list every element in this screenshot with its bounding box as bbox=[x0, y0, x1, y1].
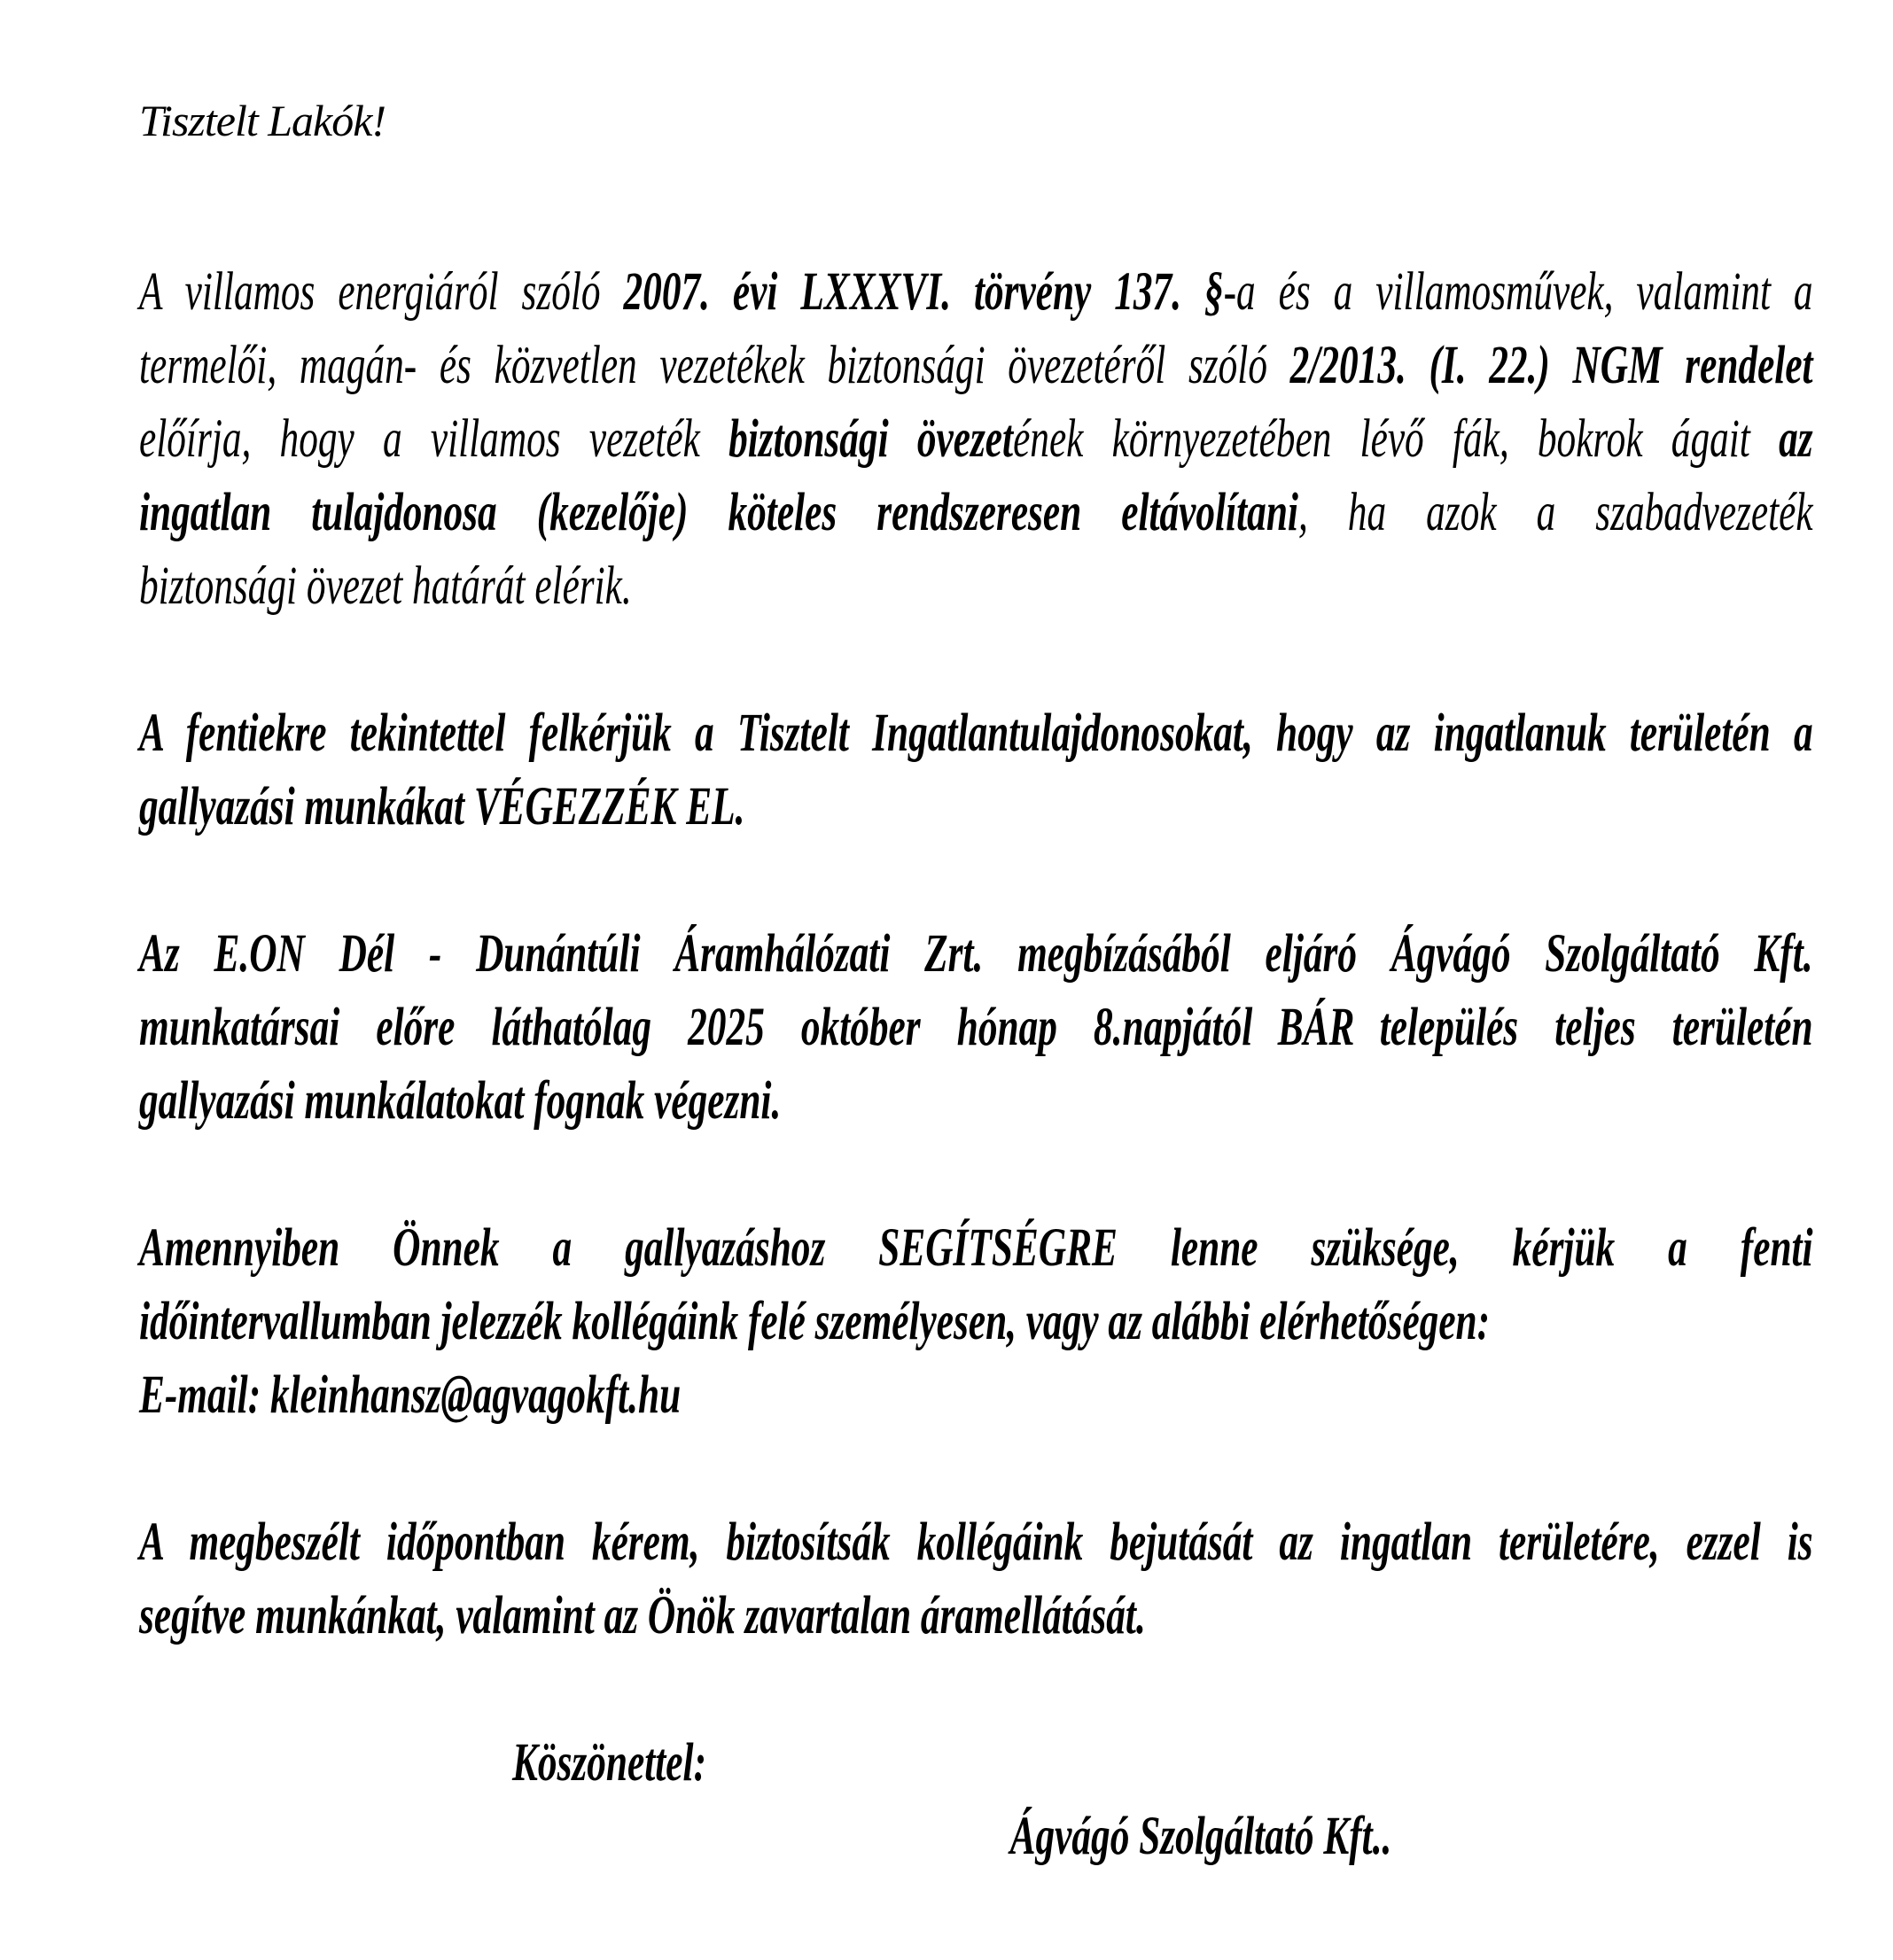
greeting: Tisztelt Lakók! bbox=[139, 96, 386, 145]
signature-company-name: Ágvágó Szolgáltató Kft.. bbox=[1009, 1807, 1392, 1866]
closing-thanks: Köszönettel: bbox=[512, 1733, 706, 1793]
text-line: A fentiekre tekintettel felkérjük a Tisztelt Ingatlantulajdonosokat, hogy az ingatlanuk területén a bbox=[139, 704, 1813, 763]
text-segment: munkatársai előre láthatólag 2025 október hónap 8.napjától bbox=[139, 998, 1253, 1057]
text-line bbox=[139, 991, 1813, 1064]
text-segment: -a és a villamosművek, valamint a bbox=[1223, 262, 1813, 322]
text-segment: termelői, magán- és közvetlen vezetékek biztonsági övezetéről szóló bbox=[139, 336, 1290, 395]
email-address-line: E-mail: kleinhansz@agvagokft.hu bbox=[139, 1365, 682, 1425]
text-line: Amennyiben Önnek a gallyazáshoz SEGÍTSÉGRE lenne szüksége, kérjük a fenti bbox=[139, 1218, 1813, 1278]
text-line: segítve munkánkat, valamint az Önök zavartalan áramellátását. bbox=[139, 1586, 1146, 1645]
settlement-name: BÁR bbox=[1277, 998, 1355, 1057]
text-segment: előírja, hogy a villamos vezeték bbox=[139, 409, 729, 469]
bold-safety-zone: biztonsági övezet bbox=[728, 409, 1014, 469]
bold-regulation-reference: 2/2013. (I. 22.) NGM rendelet bbox=[1289, 336, 1813, 395]
text-line: időintervallumban jelezzék kollégáink felé személyesen, vagy az alábbi elérhetőségen: bbox=[139, 1292, 1491, 1351]
text-line: A megbeszélt időpontban kérem, biztosítsák kollégáink bejutását az ingatlan területére, ezzel is bbox=[139, 1513, 1813, 1572]
text-segment: biztonsági övezet határát elérik. bbox=[139, 556, 632, 616]
paragraph-legal-basis bbox=[139, 255, 1813, 623]
text-line: gallyazási munkálatokat fognak végezni. bbox=[139, 1071, 782, 1131]
text-segment: település teljes területén bbox=[1379, 998, 1813, 1057]
paragraph-schedule bbox=[139, 917, 1813, 1138]
text-line bbox=[139, 255, 1813, 329]
bold-owner-obligation: ingatlan tulajdonosa (kezelője) köteles rendszeresen eltávolítani bbox=[139, 483, 1298, 542]
text-line: gallyazási munkákat VÉGEZZÉK EL. bbox=[139, 777, 745, 836]
paragraph-help-contact bbox=[139, 1211, 1813, 1432]
text-line bbox=[139, 402, 1813, 476]
bold-law-reference: 2007. évi LXXXVI. törvény 137. § bbox=[623, 262, 1224, 322]
bold-az: az bbox=[1779, 409, 1813, 469]
text-line bbox=[139, 329, 1813, 402]
paragraph-request bbox=[139, 696, 1813, 844]
text-line bbox=[139, 549, 1813, 623]
paragraph-access-request bbox=[139, 1505, 1813, 1653]
text-segment: A villamos energiáról szóló bbox=[139, 262, 624, 322]
text-segment: , ha azok a szabadvezeték bbox=[1297, 483, 1813, 542]
text-segment: ének környezetében lévő fák, bokrok ágait bbox=[1013, 409, 1780, 469]
signoff bbox=[139, 1726, 1813, 1873]
text-line: Az E.ON Dél - Dunántúli Áramhálózati Zrt. megbízásából eljáró Ágvágó Szolgáltató Kft. bbox=[139, 924, 1813, 984]
text-line bbox=[139, 476, 1813, 549]
letter-body bbox=[139, 255, 1813, 1873]
